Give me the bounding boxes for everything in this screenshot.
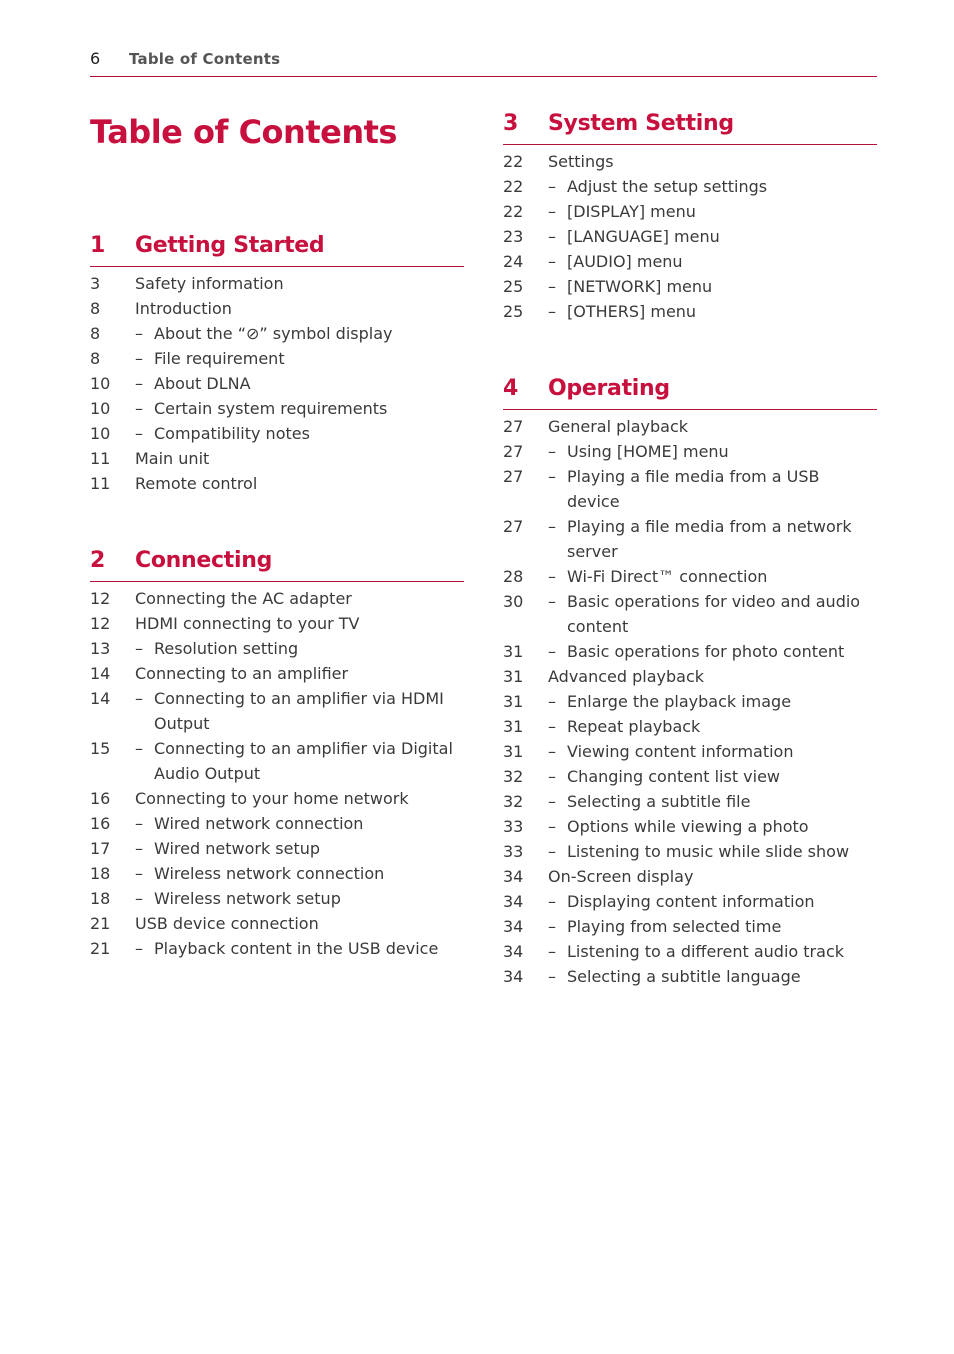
- toc-subentry[interactable]: [90, 686, 464, 736]
- entry-title: Main unit: [135, 449, 210, 468]
- toc-subentry[interactable]: [503, 714, 877, 739]
- toc-entry[interactable]: [90, 786, 464, 811]
- toc-entry[interactable]: [90, 271, 464, 296]
- entry-dash: –: [548, 302, 556, 321]
- toc-subentry[interactable]: [503, 839, 877, 864]
- entry-page-number: 32: [503, 792, 524, 811]
- toc-subentry[interactable]: [90, 811, 464, 836]
- entry-title: Basic operations for video and audio content: [567, 592, 861, 636]
- entry-dash: –: [548, 467, 556, 486]
- section-title: Operating: [548, 376, 670, 401]
- entry-title: Adjust the setup settings: [567, 177, 768, 196]
- entry-page-number: 33: [503, 842, 524, 861]
- entry-dash: –: [548, 177, 556, 196]
- section-number: 1: [90, 233, 106, 258]
- document-title: Table of Contents: [90, 113, 397, 151]
- entry-title: Changing content list view: [567, 767, 781, 786]
- entry-dash: –: [135, 839, 143, 858]
- entry-dash: –: [548, 567, 556, 586]
- entry-page-number: 12: [90, 589, 111, 608]
- toc-entry-list: [503, 414, 877, 989]
- toc-subentry[interactable]: [90, 861, 464, 886]
- entry-title: Playing from selected time: [567, 917, 782, 936]
- entry-title: Introduction: [135, 299, 232, 318]
- entry-title: Listening to a different audio track: [567, 942, 844, 961]
- entry-dash: –: [548, 252, 556, 271]
- toc-subentry[interactable]: [503, 739, 877, 764]
- entry-title: Connecting to your home network: [135, 789, 409, 808]
- section-heading: [90, 546, 464, 582]
- toc-entry[interactable]: [90, 586, 464, 611]
- entry-title: [LANGUAGE] menu: [567, 227, 720, 246]
- entry-title: Enlarge the playback image: [567, 692, 792, 711]
- entry-title: Advanced playback: [548, 667, 705, 686]
- entry-page-number: 3: [90, 274, 101, 293]
- section-number: 4: [503, 376, 519, 401]
- entry-title: File requirement: [154, 349, 285, 368]
- entry-dash: –: [548, 767, 556, 786]
- toc-entry[interactable]: [503, 414, 877, 439]
- entry-page-number: 10: [90, 424, 111, 443]
- section-title: Connecting: [135, 548, 273, 573]
- entry-dash: –: [135, 689, 143, 708]
- section-connecting: [90, 546, 464, 961]
- toc-subentry[interactable]: [503, 764, 877, 789]
- toc-entry[interactable]: [90, 661, 464, 686]
- toc-subentry[interactable]: [503, 224, 877, 249]
- toc-subentry[interactable]: [90, 346, 464, 371]
- toc-subentry[interactable]: [90, 371, 464, 396]
- entry-dash: –: [548, 942, 556, 961]
- entry-page-number: 34: [503, 967, 524, 986]
- entry-title: Listening to music while slide show: [567, 842, 850, 861]
- section-heading: [503, 374, 877, 410]
- entry-page-number: 14: [90, 664, 111, 683]
- entry-dash: –: [548, 892, 556, 911]
- toc-subentry[interactable]: [503, 589, 877, 639]
- section-title: Getting Started: [135, 233, 325, 258]
- toc-subentry[interactable]: [503, 514, 877, 564]
- entry-dash: –: [135, 814, 143, 833]
- entry-page-number: 14: [90, 689, 111, 708]
- entry-page-number: 33: [503, 817, 524, 836]
- entry-page-number: 31: [503, 667, 524, 686]
- entry-title: Playing a file media from a USB device: [567, 467, 820, 511]
- entry-title: General playback: [548, 417, 689, 436]
- entry-title: On-Screen display: [548, 867, 694, 886]
- entry-title: [OTHERS] menu: [567, 302, 697, 321]
- entry-page-number: 15: [90, 739, 111, 758]
- entry-title: Repeat playback: [567, 717, 701, 736]
- entry-dash: –: [135, 864, 143, 883]
- toc-entry[interactable]: [503, 664, 877, 689]
- entry-page-number: 10: [90, 374, 111, 393]
- toc-subentry[interactable]: [90, 396, 464, 421]
- entry-page-number: 23: [503, 227, 524, 246]
- entry-page-number: 12: [90, 614, 111, 633]
- entry-dash: –: [135, 939, 143, 958]
- entry-title: Using [HOME] menu: [567, 442, 729, 461]
- section-title: System Setting: [548, 111, 734, 136]
- entry-page-number: 25: [503, 277, 524, 296]
- section-heading: [503, 109, 877, 145]
- toc-subentry[interactable]: [503, 249, 877, 274]
- entry-page-number: 31: [503, 742, 524, 761]
- entry-title: [AUDIO] menu: [567, 252, 683, 271]
- toc-subentry[interactable]: [90, 636, 464, 661]
- running-title: Table of Contents: [129, 50, 281, 68]
- entry-page-number: 8: [90, 349, 101, 368]
- toc-subentry[interactable]: [503, 274, 877, 299]
- entry-page-number: 34: [503, 942, 524, 961]
- entry-page-number: 30: [503, 592, 524, 611]
- entry-dash: –: [548, 917, 556, 936]
- entry-page-number: 27: [503, 442, 524, 461]
- entry-dash: –: [135, 639, 143, 658]
- entry-title: Wireless network connection: [154, 864, 385, 883]
- toc-subentry[interactable]: [90, 736, 464, 786]
- section-heading: [90, 231, 464, 267]
- entry-dash: –: [548, 277, 556, 296]
- entry-dash: –: [135, 324, 143, 343]
- toc-subentry[interactable]: [503, 789, 877, 814]
- entry-page-number: 11: [90, 449, 111, 468]
- entry-dash: –: [135, 374, 143, 393]
- entry-title: Basic operations for photo content: [567, 642, 845, 661]
- toc-entry[interactable]: [503, 149, 877, 174]
- toc-subentry[interactable]: [90, 886, 464, 911]
- entry-dash: –: [548, 692, 556, 711]
- entry-title: Viewing content information: [567, 742, 794, 761]
- entry-page-number: 11: [90, 474, 111, 493]
- entry-page-number: 32: [503, 767, 524, 786]
- entry-page-number: 31: [503, 717, 524, 736]
- entry-page-number: 24: [503, 252, 524, 271]
- entry-title: Safety information: [135, 274, 284, 293]
- entry-page-number: 16: [90, 814, 111, 833]
- toc-subentry[interactable]: [503, 464, 877, 514]
- entry-page-number: 27: [503, 517, 524, 536]
- entry-dash: –: [135, 399, 143, 418]
- entry-title: Selecting a subtitle file: [567, 792, 751, 811]
- entry-page-number: 34: [503, 867, 524, 886]
- entry-page-number: 8: [90, 324, 101, 343]
- toc-subentry[interactable]: [503, 299, 877, 324]
- entry-dash: –: [548, 202, 556, 221]
- entry-page-number: 21: [90, 939, 111, 958]
- entry-dash: –: [135, 349, 143, 368]
- entry-title: Wired network setup: [154, 839, 321, 858]
- section-operating: [503, 374, 877, 989]
- entry-title: [NETWORK] menu: [567, 277, 713, 296]
- entry-dash: –: [135, 889, 143, 908]
- toc-subentry[interactable]: [503, 639, 877, 664]
- toc-entry[interactable]: [90, 471, 464, 496]
- entry-page-number: 22: [503, 177, 524, 196]
- entry-dash: –: [548, 717, 556, 736]
- entry-title: Selecting a subtitle language: [567, 967, 801, 986]
- section-getting-started: [90, 231, 464, 496]
- toc-subentry[interactable]: [90, 321, 464, 346]
- toc-subentry[interactable]: [503, 439, 877, 464]
- entry-dash: –: [135, 424, 143, 443]
- toc-subentry[interactable]: [503, 814, 877, 839]
- section-number: 3: [503, 111, 519, 136]
- toc-subentry[interactable]: [503, 199, 877, 224]
- toc-entry-list: [90, 271, 464, 496]
- toc-entry[interactable]: [90, 446, 464, 471]
- entry-page-number: 13: [90, 639, 111, 658]
- toc-subentry[interactable]: [503, 564, 877, 589]
- toc-entry-list: [90, 586, 464, 961]
- entry-title: Displaying content information: [567, 892, 815, 911]
- toc-subentry[interactable]: [90, 836, 464, 861]
- entry-title: Certain system requirements: [154, 399, 388, 418]
- entry-dash: –: [548, 517, 556, 536]
- page-header: [90, 47, 877, 77]
- entry-page-number: 18: [90, 889, 111, 908]
- entry-dash: –: [548, 227, 556, 246]
- entry-title: Options while viewing a photo: [567, 817, 809, 836]
- toc-subentry[interactable]: [503, 889, 877, 914]
- entry-title: [DISPLAY] menu: [567, 202, 696, 221]
- entry-dash: –: [548, 642, 556, 661]
- entry-page-number: 21: [90, 914, 111, 933]
- entry-page-number: 27: [503, 417, 524, 436]
- toc-subentry[interactable]: [503, 174, 877, 199]
- entry-title: USB device connection: [135, 914, 319, 933]
- entry-title: Settings: [548, 152, 614, 171]
- entry-title: Wi-Fi Direct™ connection: [567, 567, 768, 586]
- entry-title: Wireless network setup: [154, 889, 341, 908]
- entry-page-number: 31: [503, 692, 524, 711]
- entry-dash: –: [548, 792, 556, 811]
- toc-subentry[interactable]: [90, 936, 464, 961]
- entry-title: Remote control: [135, 474, 258, 493]
- entry-page-number: 31: [503, 642, 524, 661]
- entry-title: Connecting to an amplifier via HDMI Output: [154, 689, 444, 733]
- entry-dash: –: [548, 967, 556, 986]
- entry-title: Resolution setting: [154, 639, 299, 658]
- entry-title: Connecting the AC adapter: [135, 589, 352, 608]
- entry-page-number: 28: [503, 567, 524, 586]
- entry-title: Connecting to an amplifier via Digital Audio Output: [154, 739, 453, 783]
- toc-entry-list: [503, 149, 877, 324]
- entry-title: HDMI connecting to your TV: [135, 614, 360, 633]
- entry-page-number: 10: [90, 399, 111, 418]
- entry-dash: –: [548, 742, 556, 761]
- entry-page-number: 22: [503, 152, 524, 171]
- toc-entry[interactable]: [90, 611, 464, 636]
- page-number: 6: [90, 49, 101, 68]
- toc-subentry[interactable]: [90, 421, 464, 446]
- entry-title: Playing a file media from a network server: [567, 517, 852, 561]
- entry-dash: –: [548, 592, 556, 611]
- entry-dash: –: [135, 739, 143, 758]
- section-number: 2: [90, 548, 106, 573]
- entry-title: About the “⊘” symbol display: [154, 324, 393, 343]
- toc-entry[interactable]: [90, 296, 464, 321]
- entry-page-number: 22: [503, 202, 524, 221]
- entry-dash: –: [548, 442, 556, 461]
- entry-title: Wired network connection: [154, 814, 364, 833]
- toc-subentry[interactable]: [503, 964, 877, 989]
- entry-page-number: 18: [90, 864, 111, 883]
- entry-title: About DLNA: [154, 374, 251, 393]
- entry-title: Playback content in the USB device: [154, 939, 439, 958]
- entry-page-number: 25: [503, 302, 524, 321]
- entry-page-number: 34: [503, 892, 524, 911]
- entry-page-number: 16: [90, 789, 111, 808]
- entry-dash: –: [548, 842, 556, 861]
- section-system-setting: [503, 109, 877, 324]
- toc-subentry[interactable]: [503, 914, 877, 939]
- toc-subentry[interactable]: [503, 689, 877, 714]
- entry-dash: –: [548, 817, 556, 836]
- toc-subentry[interactable]: [503, 939, 877, 964]
- entry-page-number: 27: [503, 467, 524, 486]
- entry-title: Compatibility notes: [154, 424, 310, 443]
- entry-page-number: 17: [90, 839, 111, 858]
- toc-entry[interactable]: [90, 911, 464, 936]
- entry-page-number: 8: [90, 299, 101, 318]
- toc-entry[interactable]: [503, 864, 877, 889]
- entry-page-number: 34: [503, 917, 524, 936]
- entry-title: Connecting to an amplifier: [135, 664, 349, 683]
